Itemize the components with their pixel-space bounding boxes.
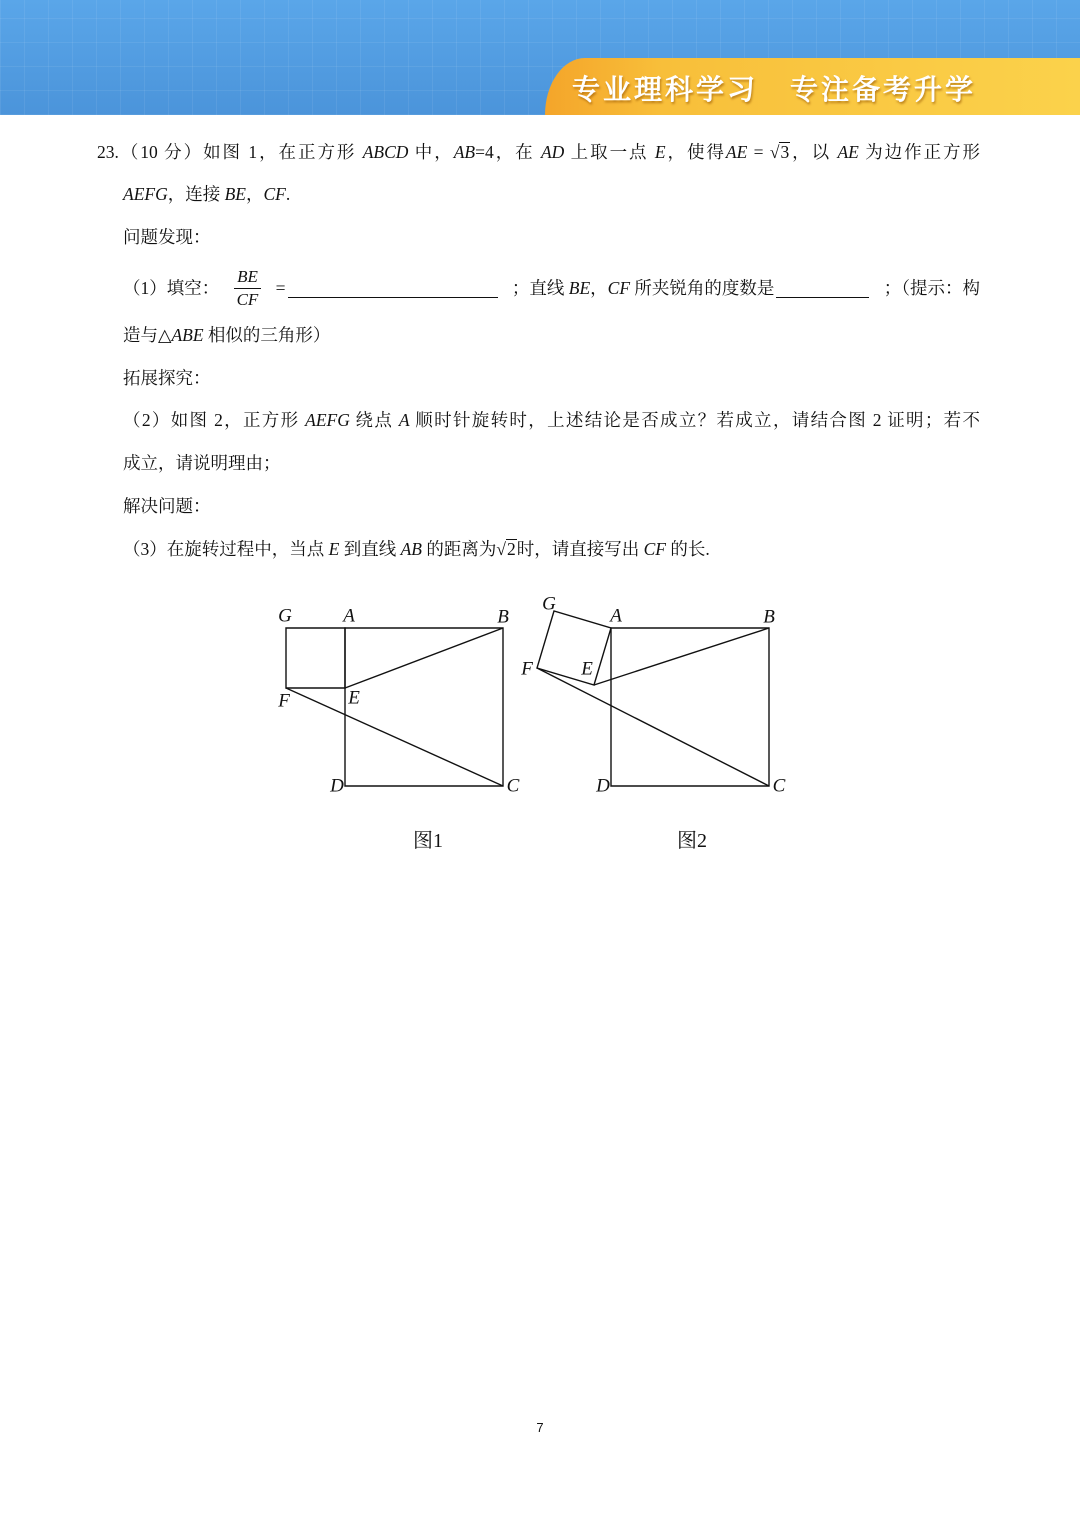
fig1-label-a: A xyxy=(343,605,355,627)
angle-answer-group xyxy=(512,275,870,301)
equals-sign: = xyxy=(275,278,286,298)
fig2-label-g: G xyxy=(542,593,556,615)
fig1-label-g: G xyxy=(278,605,292,627)
part1-continuation: 造与△ABE 相似的三角形） xyxy=(123,325,331,345)
fig1-label-d: D xyxy=(330,775,344,797)
fig2-label-d: D xyxy=(596,775,610,797)
fig2-label-b: B xyxy=(763,606,775,628)
figure-1 xyxy=(277,606,519,853)
part1-line xyxy=(123,264,980,312)
part1-middle: ；直线 BE，CF 所夹锐角的度数是 xyxy=(511,278,775,298)
answer-blank-angle xyxy=(776,279,869,298)
header-banner xyxy=(0,0,1080,115)
fig1-segment-be xyxy=(345,628,503,688)
fig1-caption: 图1 xyxy=(413,830,443,852)
slogan-left: 专业理科学习 xyxy=(572,73,759,106)
fig1-label-b: B xyxy=(497,606,509,628)
fig1-square-aefg xyxy=(286,628,345,688)
part2-line-2: 成立，请说明理由； xyxy=(123,453,281,473)
fraction-denominator: CF xyxy=(236,289,259,309)
question-stem-line-2: AEFG，连接 BE，CF. xyxy=(123,184,291,204)
fig2-square-abcd xyxy=(611,628,769,786)
fig1-square-abcd xyxy=(345,628,503,786)
question-stem-line-1: 23.（10 分）如图 1，在正方形 ABCD 中，AB=4，在 AD 上取一点 E，使得AE = √3，以 AE 为边作正方形 xyxy=(97,142,981,162)
fig1-label-f: F xyxy=(278,690,290,712)
fig1-label-e: E xyxy=(348,687,360,709)
fig1-label-c: C xyxy=(506,775,520,797)
fig2-label-e: E xyxy=(581,658,593,680)
part1-suffix: ；（提示：构 xyxy=(883,278,980,298)
fig2-label-c: C xyxy=(772,775,786,797)
figure-2 xyxy=(520,594,785,853)
fig1-segment-cf xyxy=(286,688,503,786)
fig2-caption: 图2 xyxy=(677,830,707,852)
part1-prefix: （1）填空： xyxy=(123,278,220,298)
section-title-extension: 拓展探究： xyxy=(123,368,211,388)
page-number: 7 xyxy=(536,1420,544,1435)
slogan-tab xyxy=(545,58,1080,115)
ratio-answer-group xyxy=(276,275,498,301)
part3-line: （3）在旋转过程中，当点 E 到直线 AB 的距离为√2时，请直接写出 CF 的长. xyxy=(123,539,710,559)
fraction-numerator: BE xyxy=(234,266,261,289)
answer-blank-ratio xyxy=(288,279,498,298)
ratio-fraction xyxy=(234,266,262,311)
section-title-solve: 解决问题： xyxy=(123,496,211,516)
part2-line-1: （2）如图 2，正方形 AEFG 绕点 A 顺时针旋转时，上述结论是否成立？若成立，请结合图 2 证明；若不 xyxy=(123,410,981,430)
fig2-segment-be xyxy=(594,628,769,685)
fig2-label-f: F xyxy=(521,658,533,680)
figures xyxy=(250,580,820,870)
fig2-label-a: A xyxy=(610,605,622,627)
section-title-discovery: 问题发现： xyxy=(123,227,211,247)
slogan-right: 专注备考升学 xyxy=(790,73,977,106)
fig2-segment-cf xyxy=(537,668,769,786)
